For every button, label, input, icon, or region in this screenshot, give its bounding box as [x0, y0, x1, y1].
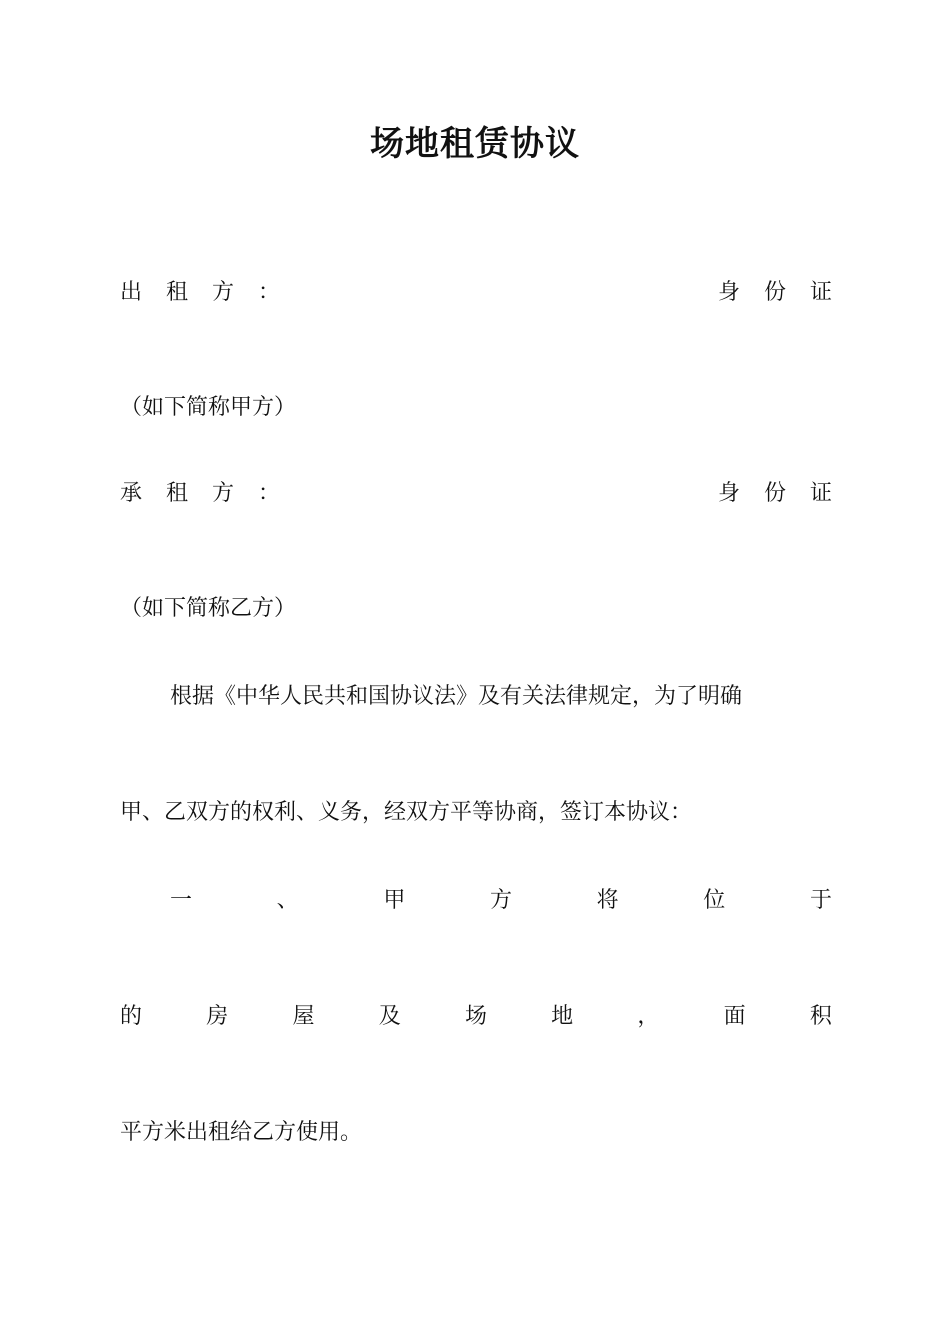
clause-char: ， — [637, 1004, 660, 1029]
clause-char: 的 — [120, 1004, 143, 1029]
clause-char: 屋 — [292, 1004, 315, 1029]
clause-char: 位 — [703, 888, 726, 913]
lessor-id-char: 身 — [717, 280, 740, 305]
lessor-label-char: 方 — [212, 280, 235, 305]
lessee-line — [120, 478, 832, 510]
clause-char: 房 — [206, 1004, 229, 1029]
clause-char: 将 — [596, 888, 619, 913]
clause-1-line-3: 平方米出租给乙方使用。 — [120, 1120, 363, 1145]
lessor-label — [120, 277, 280, 309]
lessor-id-char: 份 — [763, 280, 786, 305]
lessee-id-char: 证 — [809, 481, 832, 506]
lessor-id-char: 证 — [809, 280, 832, 305]
clause-char: 积 — [809, 1004, 832, 1029]
clause-char: 及 — [378, 1004, 401, 1029]
lessor-abbrev: （如下简称甲方） — [120, 395, 297, 420]
clause-char: 场 — [464, 1004, 487, 1029]
lessor-label-char: ： — [258, 280, 281, 305]
clause-char: 甲 — [383, 888, 406, 913]
lessee-abbrev: （如下简称乙方） — [120, 596, 297, 621]
lessee-id-char: 身 — [717, 481, 740, 506]
clause-char: 一 — [170, 888, 193, 913]
lessor-id-label — [718, 277, 832, 309]
clause-1-line-1 — [170, 885, 832, 917]
lessee-label-char: ： — [258, 481, 281, 506]
clause-char: 面 — [723, 1004, 746, 1029]
lessor-label-char: 租 — [166, 280, 189, 305]
clause-char: 方 — [489, 888, 512, 913]
preamble-line-2: 甲、乙双方的权利、义务，经双方平等协商，签订本协议： — [120, 800, 693, 825]
lessor-line — [120, 277, 832, 309]
clause-1-line-2 — [120, 1001, 832, 1033]
preamble-line-1: 根据《中华人民共和国协议法》及有关法律规定，为了明确 — [170, 684, 743, 709]
lessee-id-char: 份 — [763, 481, 786, 506]
lessee-label — [120, 478, 280, 510]
document-title: 场地租赁协议 — [370, 124, 580, 164]
lessor-label-char: 出 — [120, 280, 143, 305]
clause-char: 、 — [276, 888, 299, 913]
lessee-label-char: 租 — [166, 481, 189, 506]
lessee-label-char: 方 — [212, 481, 235, 506]
lessee-id-label — [718, 478, 832, 510]
clause-char: 于 — [809, 888, 832, 913]
lessee-label-char: 承 — [120, 481, 143, 506]
clause-char: 地 — [551, 1004, 574, 1029]
